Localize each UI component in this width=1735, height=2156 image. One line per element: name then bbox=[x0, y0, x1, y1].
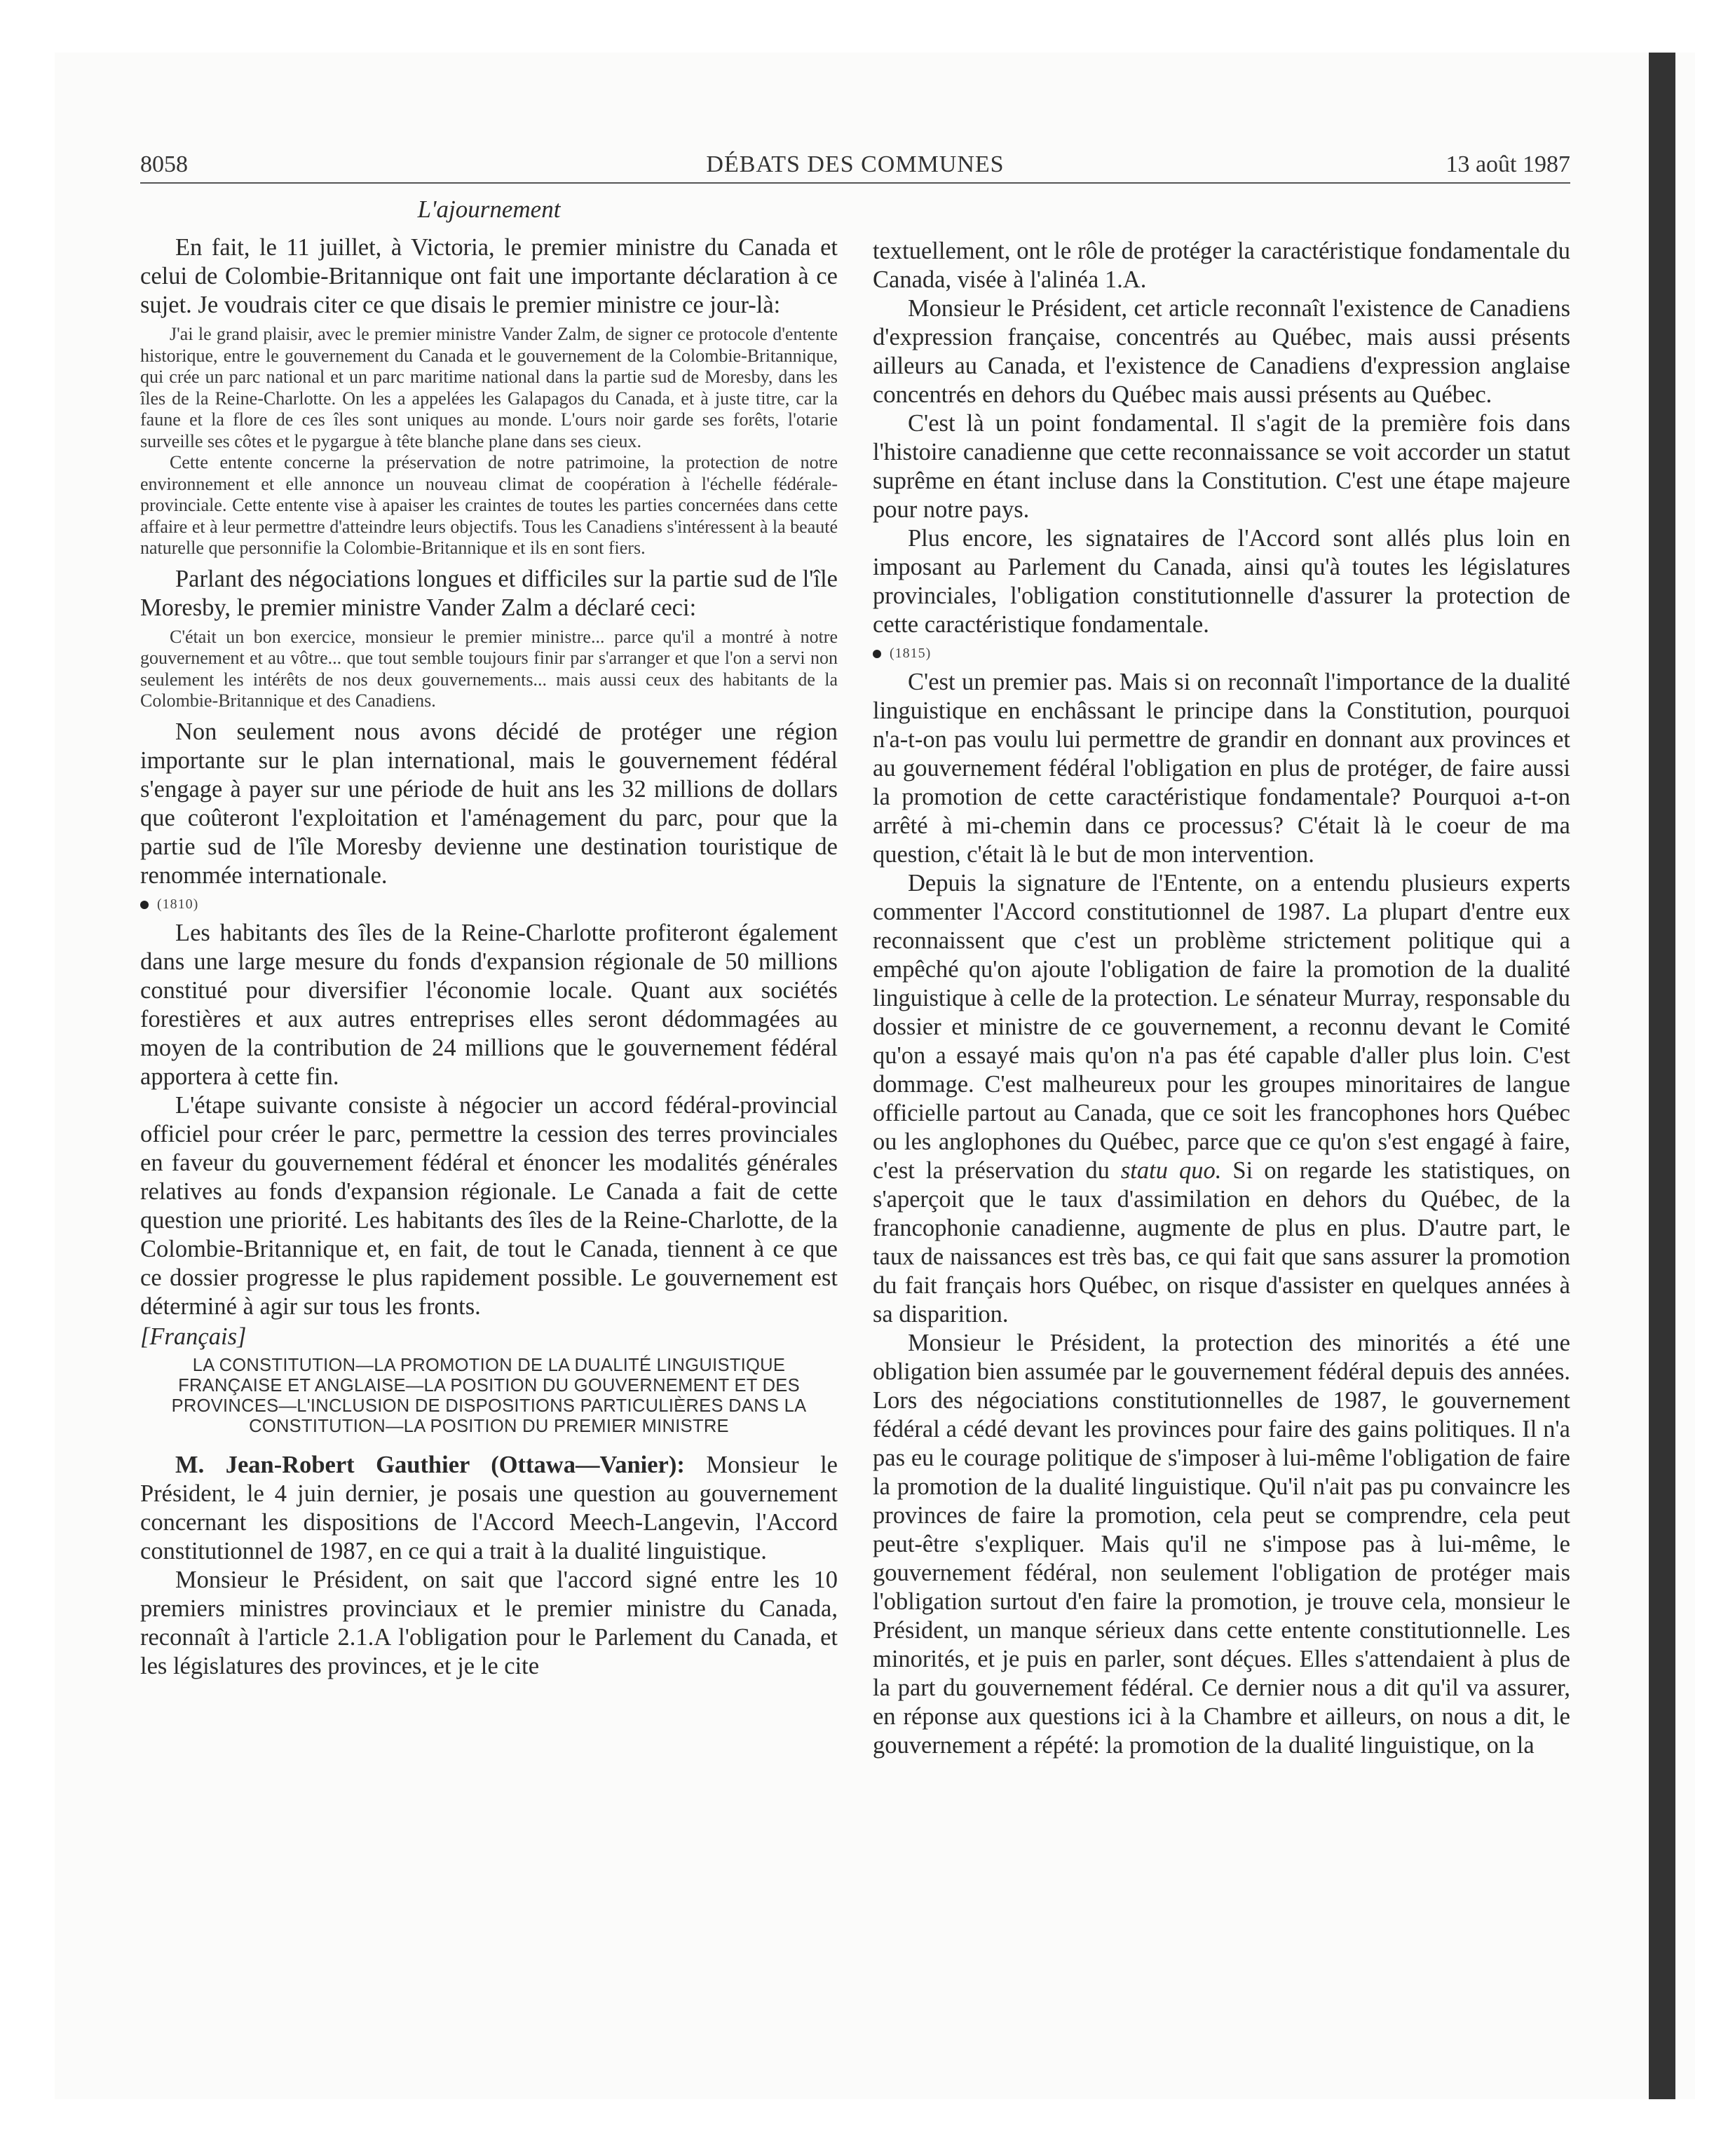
publication-title: DÉBATS DES COMMUNES bbox=[706, 151, 1005, 177]
quote-paragraph: C'était un bon exercice, monsieur le premier ministre... parce qu'il a montré à notre gouvernement et au vôtre... que tout semble toujours finir par s'arranger et que l'on a servi non seulement les intérêts de nos deux gouvernements... mais aussi ceux des habitants de la Colombie-Britannique et des Canadiens. bbox=[140, 626, 838, 711]
publication-date: 13 août 1987 bbox=[1445, 151, 1570, 177]
time-marker-label: (1810) bbox=[157, 896, 199, 912]
time-marker bbox=[140, 890, 838, 919]
page-number: 8058 bbox=[140, 151, 188, 177]
paragraph: Les habitants des îles de la Reine-Charlotte profiteront également dans une large mesure du fonds d'expansion régionale de 50 millions constitué pour diversifier l'économie locale. Quant aux sociétés forestières et aux autres entreprises elles seront dédommagées au moyen de la contribution de 24 millions que le gouvernement fédéral apportera à cette fin. bbox=[140, 919, 838, 1090]
quote-paragraph: Cette entente concerne la préservation de notre patrimoine, la protection de notre environnement et elle annonce un nouveau climat de coopération à l'échelle fédérale-provinciale. Cette entente vise à apaiser les craintes de toutes les parties concernées dans cette affaire et à leur permettre d'atteindre leurs objectifs. Tous les Canadiens s'intéressent à la beauté naturelle que personnifie la Colombie-Britannique et ils en sont fiers. bbox=[140, 452, 838, 558]
italic-phrase: statu quo. bbox=[1120, 1157, 1222, 1184]
paragraph: Monsieur le Président, la protection des minorités a été une obligation bien assumée par le gouvernement fédéral depuis des années. Lors des négociations constitutionnelles de 1987, le gouvernement fédéral a cédé devant les provinces pour faire des gains politiques. Il n'a pas eu le courage politique de s'imposer à lui-même l'obligation de faire la promotion de la dualité linguistique. Qu'il n'ait pas pu convaincre les provinces de faire la promotion, cela peut se comprendre, cela peut peut-être s'expliquer. Mais qu'il ne s'impose pas à lui-même, le gouvernement fédéral, non seulement l'obligation de protéger mais l'obligation surtout d'en faire la promotion, je trouve cela, monsieur le Président, un manque sérieux dans cette entente constitutionnelle. Les minorités, et je puis en parler, sont déçues. Elles s'attendaient à plus de la part du gouvernement fédéral. Ce dernier nous a dit qu'il va assurer, en réponse aux questions ici à la Chambre et ailleurs, on nous a dit, le gouvernement a répété: la promotion de la dualité linguistique, on la bbox=[873, 1330, 1570, 1759]
section-title: L'ajournement bbox=[417, 196, 561, 223]
paragraph bbox=[873, 869, 1570, 1329]
running-header bbox=[140, 140, 1570, 184]
paragraph: Non seulement nous avons décidé de protéger une région importante sur le plan international, mais le gouvernement fédéral s'engage à payer sur une période de huit ans les 32 millions de dollars que coûteront l'exploitation et l'aménagement du parc, pour que la partie sud de l'île Moresby devienne une destination touristique de renommée internationale. bbox=[140, 718, 838, 889]
quote-paragraph: J'ai le grand plaisir, avec le premier ministre Vander Zalm, de signer ce protocole d'entente historique, entre le gouvernement du Canada et le gouvernement de la Colombie-Britannique, qui crée un parc national et un parc maritime national dans la partie sud de Moresby, dans les îles de la Reine-Charlotte. On les a appelées les Galapagos du Canada, et à juste titre, car la faune et la flore de ces îles sont uniques au monde. L'ours noir garde ses forêts, l'otarie surveille ses côtes et le pygargue à tête blanche plane dans ses cieux. bbox=[140, 324, 838, 451]
paragraph-text: Si on regarde les statistiques, on s'aperçoit que le taux d'assimilation en dehors du Québec, de la francophonie canadienne, augmente de plus en plus. D'autre part, le taux de naissances est très bas, ce qui fait que sans assurer la promotion du fait français hors Québec, on risque d'assister en quelques années à sa disparition. bbox=[873, 1157, 1571, 1328]
paragraph-text: Depuis la signature de l'Entente, on a entendu plusieurs experts commenter l'Accord constitutionnel de 1987. La plupart d'entre eux reconnaissent que c'est un problème strictement politique qui a empêché qu'on ajoute l'obligation de faire la promotion de la dualité linguistique à celle de la protection. Le sénateur Murray, responsable du dossier et ministre de ce gouvernement, a reconnu devant le Comité qu'on a essayé mais qu'on n'a pas été capable d'aller plus loin. C'est dommage. C'est malheureux pour les groupes minoritaires de langue officielle partout au Canada, que ce soit les francophones hors Québec ou les anglophones du Québec, parce que ce qu'on s'est engagé à faire, c'est la préservation du bbox=[873, 870, 1570, 1184]
left-column bbox=[140, 195, 838, 1681]
time-marker-label: (1815) bbox=[890, 646, 932, 661]
paragraph: Parlant des négociations longues et difficiles sur la partie sud de l'île Moresby, le premier ministre Vander Zalm a déclaré ceci: bbox=[140, 565, 838, 621]
bullet-icon bbox=[873, 650, 881, 658]
block-quote bbox=[140, 324, 838, 559]
paragraph: C'est là un point fondamental. Il s'agit de la première fois dans l'histoire canadienne que cette reconnaissance se voit accorder un statut suprême en étant incluse dans la Constitution. C'est une étape majeure pour notre pays. bbox=[873, 410, 1570, 523]
block-quote bbox=[140, 627, 838, 712]
paragraph: Monsieur le Président, on sait que l'accord signé entre les 10 premiers ministres provinciaux et le premier ministre du Canada, reconnaît à l'article 2.1.A l'obligation pour le Parlement du Canada, et les législatures des provinces, et je le cite bbox=[140, 1566, 838, 1679]
speaker-name: M. Jean-Robert Gauthier (Ottawa—Vanier): bbox=[175, 1451, 685, 1478]
speaker-text: Monsieur le Président, le 4 juin dernier, je posais une question au gouvernement concernant les dispositions de l'Accord Meech-Langevin, l'Accord constitutionnel de 1987, en ce qui a trait à la dualité linguistique. bbox=[140, 1451, 838, 1564]
paragraph: En fait, le 11 juillet, à Victoria, le premier ministre du Canada et celui de Colombie-Britannique ont fait une importante déclaration à ce sujet. Je voudrais citer ce que disais le premier ministre ce jour-là: bbox=[140, 234, 838, 318]
speaker-paragraph bbox=[140, 1451, 838, 1566]
paragraph: L'étape suivante consiste à négocier un accord fédéral-provincial officiel pour créer le parc, permettre la cession des terres provinciales en faveur du gouvernement fédéral et énoncer les modalités générales relatives au fonds d'expansion régionale. Le Canada a fait de cette question une priorité. Les habitants des îles de la Reine-Charlotte, de la Colombie-Britannique et, en fait, de tout le Canada, tiennent à ce que ce dossier progresse le plus rapidement possible. Le gouvernement est déterminé à agir sur tous les fronts. bbox=[140, 1091, 838, 1320]
language-tag: [Français] bbox=[140, 1323, 247, 1350]
subject-heading: LA CONSTITUTION—LA PROMOTION DE LA DUALITÉ LINGUISTIQUE FRANÇAISE ET ANGLAISE—LA POSITION DU GOUVERNEMENT ET DES PROVINCES—L'INCLUSION DE DISPOSITIONS PARTICULIÈRES DANS LA CONSTITUTION—LA POSITION DU PREMIER MINISTRE bbox=[171, 1355, 807, 1436]
paragraph: Monsieur le Président, cet article reconnaît l'existence de Canadiens d'expression française, concentrés au Québec, mais aussi présents ailleurs au Canada, et l'existence de Canadiens d'expression anglaise concentrés en dehors du Québec mais aussi présents au Québec. bbox=[873, 295, 1570, 408]
bullet-icon bbox=[140, 901, 149, 909]
time-marker bbox=[873, 639, 1570, 668]
paragraph: textuellement, ont le rôle de protéger la caractéristique fondamentale du Canada, visée à l'alinéa 1.A. bbox=[873, 238, 1570, 293]
paragraph: C'est un premier pas. Mais si on reconnaît l'importance de la dualité linguistique en enchâssant le principe dans la Constitution, pourquoi n'a-t-on pas voulu lui permettre de grandir en donnant aux provinces et au gouvernement fédéral l'obligation en plus de protéger, de faire aussi la promotion de cette caractéristique fondamentale? Pourquoi a-t-on arrêté à mi-chemin dans ce processus? C'était là le coeur de ma question, c'était là le but de mon intervention. bbox=[873, 669, 1570, 868]
paragraph: Plus encore, les signataires de l'Accord sont allés plus loin en imposant au Parlement du Canada, ainsi qu'à toutes les législatures provinciales, l'obligation constitutionnelle d'assurer la protection de cette caractéristique fondamentale. bbox=[873, 525, 1570, 638]
binding-edge bbox=[1649, 53, 1675, 2099]
right-column bbox=[873, 237, 1570, 1760]
